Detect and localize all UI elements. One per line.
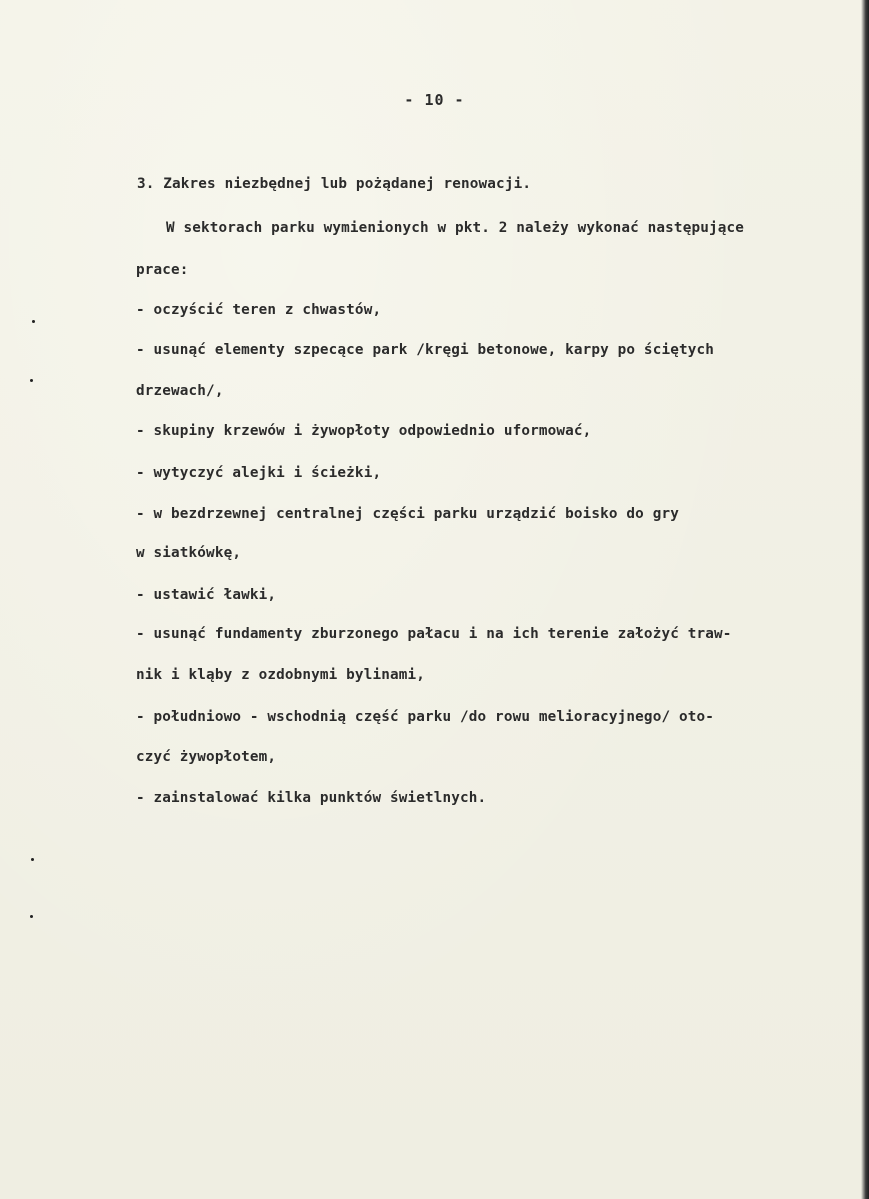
margin-speck — [30, 379, 33, 382]
list-item: - ustawić ławki, — [136, 587, 277, 603]
list-item: - usunąć fundamenty zburzonego pałacu i na ich terenie założyć traw- — [136, 626, 732, 642]
list-item: - południowo - wschodnią część parku /do rowu melioracyjnego/ oto- — [136, 709, 714, 725]
list-item: - usunąć elementy szpecące park /kręgi betonowe, karpy po ściętych — [136, 342, 714, 358]
margin-speck — [30, 915, 33, 918]
list-item: - w bezdrzewnej centralnej części parku urządzić boisko do gry — [136, 506, 679, 522]
margin-speck — [31, 858, 34, 861]
section-heading: 3. Zakres niezbędnej lub pożądanej renowacji. — [137, 176, 532, 192]
list-item-continuation: czyć żywopłotem, — [136, 749, 277, 765]
list-item: - wytyczyć alejki i ścieżki, — [136, 465, 382, 481]
list-item-continuation: nik i kląby z ozdobnymi bylinami, — [136, 667, 425, 683]
intro-line-1: W sektorach parku wymienionych w pkt. 2 należy wykonać następujące — [166, 220, 744, 236]
ink-bleed-through — [120, 0, 380, 28]
margin-speck — [32, 320, 35, 323]
page-number: - 10 - — [404, 91, 465, 109]
list-item: - skupiny krzewów i żywopłoty odpowiednio uformować, — [136, 423, 592, 439]
scan-edge — [861, 0, 869, 1199]
list-item-continuation: w siatkówkę, — [136, 545, 242, 561]
list-item: - oczyścić teren z chwastów, — [136, 302, 382, 318]
list-item: - zainstalować kilka punktów świetlnych. — [136, 790, 487, 806]
intro-line-2: prace: — [136, 262, 189, 278]
list-item-continuation: drzewach/, — [136, 383, 224, 399]
